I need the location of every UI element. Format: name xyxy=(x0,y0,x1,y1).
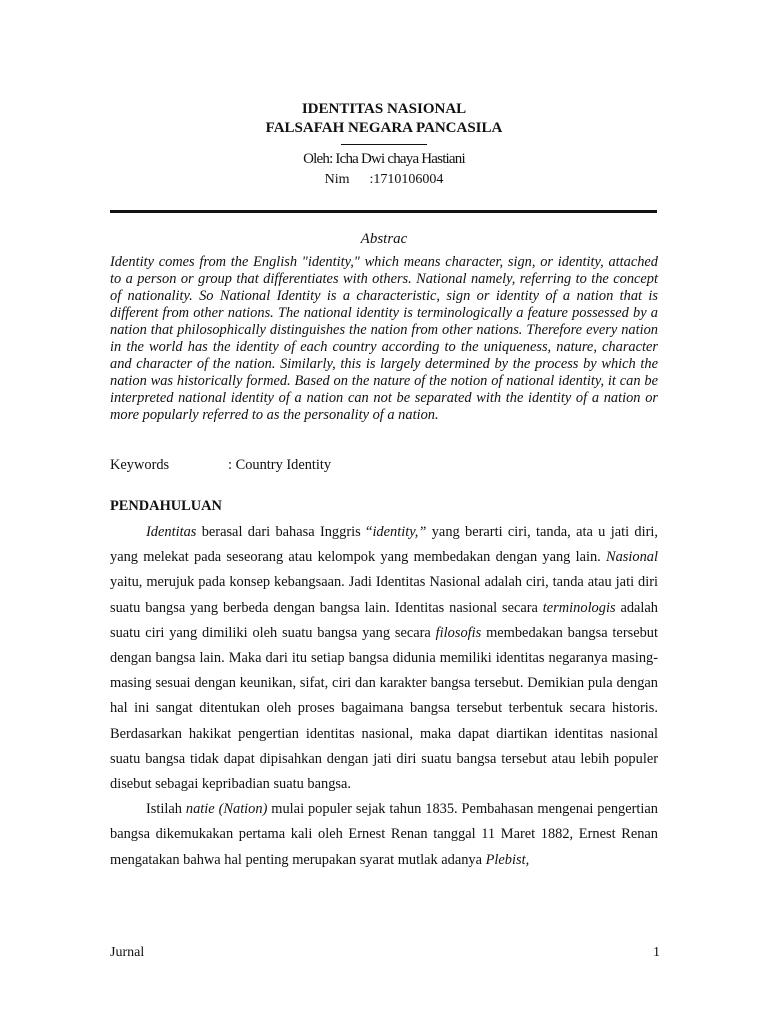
keywords-label: Keywords xyxy=(110,457,170,473)
title-underline xyxy=(341,144,427,145)
italic-term: natie (Nation) xyxy=(185,801,268,818)
abstract-text: Identity comes from the English "identity," which means character, sign, or identity, attached to a person or group that differentiates with others. National namely, referring to the concept of nationality. So National Identity is a characteristic, sign or identity of a nation that is different from other nations. The national identity is terminologically a feature possessed by a nation that philosophically distinguishes the nation from other nations. Therefore every nation in the world has the identity of each country according to the uniqueness, nature, character and character of the nation. Similarly, this is largely determined by the process by which the nation was historically formed. Based on the nature of the notion of national identity, it can be interpreted national identity of a nation can not be separated with the identity of a nation or more popularly referred to as the personality of a nation. xyxy=(110,254,658,423)
header-divider xyxy=(110,210,657,213)
footer-journal-label: Jurnal xyxy=(110,945,145,960)
text-run: Istilah xyxy=(146,801,186,818)
nim-label: Nim xyxy=(324,172,350,187)
author-line: Oleh: Icha Dwi chaya Hastiani xyxy=(303,151,465,167)
text-run: yang berarti ciri, tanda, ata u jati diri, yang melekat pada seseorang atau kelompok yang membedakan dengan yang lain. xyxy=(110,524,658,566)
italic-term: identity,” xyxy=(372,524,427,540)
title-line-1: IDENTITAS NASIONAL xyxy=(301,101,467,117)
title-line-2: FALSAFAH NEGARA PANCASILA xyxy=(265,120,503,136)
text-run: mulai populer sejak tahun 1835. Pembahasan mengenai pengertian bangsa dikemukakan pertama kali oleh Ernest Renan tanggal 11 Maret 1882, Ernest Renan mengatakan bahwa hal penting merupakan syarat mutlak adanya xyxy=(110,801,658,868)
italic-term: filosofis xyxy=(435,624,482,641)
keywords-line xyxy=(110,457,331,474)
nim-value: :1710106004 xyxy=(369,172,444,187)
italic-term: Nasional xyxy=(606,549,658,566)
paragraph-1 xyxy=(110,520,658,797)
text-run: yaitu, merujuk pada konsep kebangsaan. Jadi Identitas Nasional adalah ciri, tanda atau jati diri suatu bangsa yang berbeda dengan bangsa lain. Identitas nasional secara xyxy=(110,574,658,616)
abstract-title: Abstrac xyxy=(360,231,408,247)
nim-line xyxy=(0,172,768,188)
page-number: 1 xyxy=(653,945,660,960)
body-text xyxy=(110,520,658,873)
text-run: membedakan bangsa tersebut dengan bangsa lain. Maka dari itu setiap bangsa didunia memiliki identitas negaranya masing-masing sesuai dengan keunikan, sifat, ciri dan karakter bangsa tersebut. Demikian pula dengan hal ini sangat ditentukan oleh proses bagaimana bangsa tersebut terbentuk secara historis. Berdasarkan hakikat pengertian identitas nasional, maka dapat diartikan identitas nasional suatu bangsa tidak dapat dipisahkan dengan jati diri suatu bangsa tersebut atau lebih populer disebut sebagai kepribadian suatu bangsa. xyxy=(110,624,658,793)
paragraph-2 xyxy=(110,797,658,873)
section-heading: PENDAHULUAN xyxy=(110,498,222,514)
italic-term: Identitas xyxy=(146,524,197,540)
text-run: berasal dari bahasa Inggris “ xyxy=(196,524,373,540)
italic-term: Plebist, xyxy=(485,851,530,868)
italic-term: terminologis xyxy=(542,599,616,616)
text-run: adalah suatu ciri yang dimiliki oleh suatu bangsa yang secara xyxy=(110,599,658,641)
keywords-value: : Country Identity xyxy=(228,457,332,473)
